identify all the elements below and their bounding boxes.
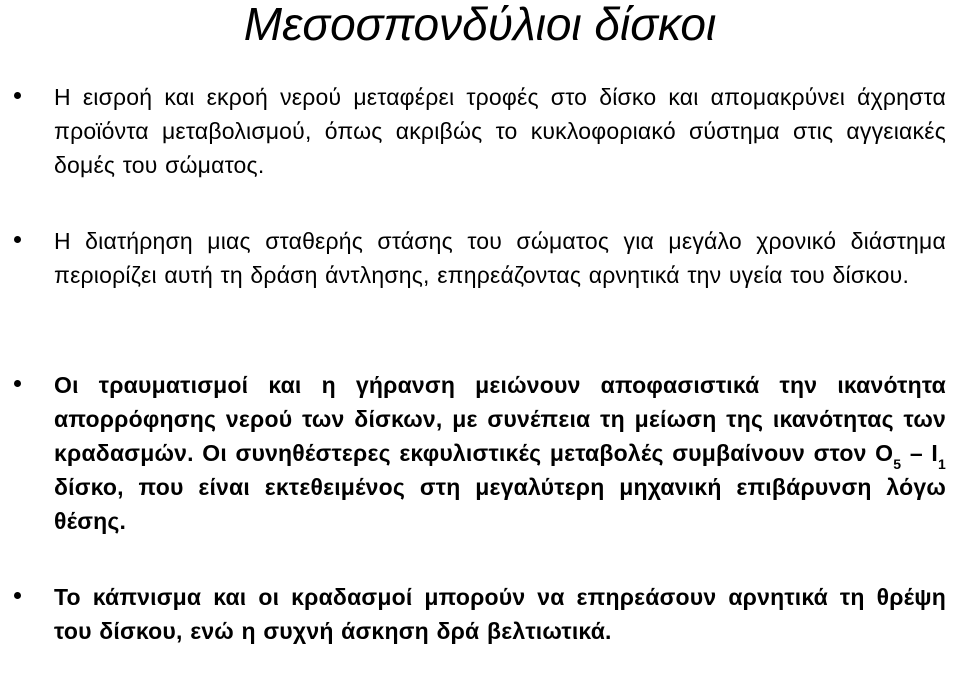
bullet-dot-icon [14, 92, 21, 99]
bullet-dot-icon [14, 592, 21, 599]
bullet-text [54, 368, 946, 538]
bullet-text-part: Οι τραυματισμοί και η γήρανση μειώνουν αποφασιστικά την ικανότητα απορρόφησης νερού των δίσκων, με συνέπεια τη μείωση της ικανότητας των κραδασμών. Οι συνηθέστερες εκφυλιστικές μεταβολές συμβαίνουν στον Ο [54, 372, 946, 466]
bullet-text-part: δίσκο, που είναι εκτεθειμένος στη μεγαλύτερη μηχανική επιβάρυνση λόγω θέσης. [54, 474, 946, 534]
subscript: 1 [938, 455, 946, 472]
slide-title: Μεσοσπονδύλιοι δίσκοι [243, 0, 717, 50]
bullet-text-part: – Ι [901, 440, 938, 466]
bullet-text: Η εισροή και εκροή νερού μεταφέρει τροφές στο δίσκο και απομακρύνει άχρηστα προϊόντα μεταβολισμού, όπως ακριβώς το κυκλοφοριακό σύστημα στις αγγειακές δομές του σώματος. [54, 84, 946, 178]
subscript: 5 [893, 455, 902, 472]
bullet-dot-icon [14, 236, 21, 243]
bullet-dot-icon [14, 380, 21, 387]
bullet-text: Το κάπνισμα και οι κραδασμοί μπορούν να επηρεάσουν αρνητικά τη θρέψη του δίσκου, ενώ η συχνή άσκηση δρά βελτιωτικά. [54, 584, 946, 644]
bullet-text: Η διατήρηση μιας σταθερής στάσης του σώματος για μεγάλο χρονικό διάστημα περιορίζει αυτή τη δράση άντλησης, επηρεάζοντας αρνητικά την υγεία του δίσκου. [54, 228, 946, 288]
